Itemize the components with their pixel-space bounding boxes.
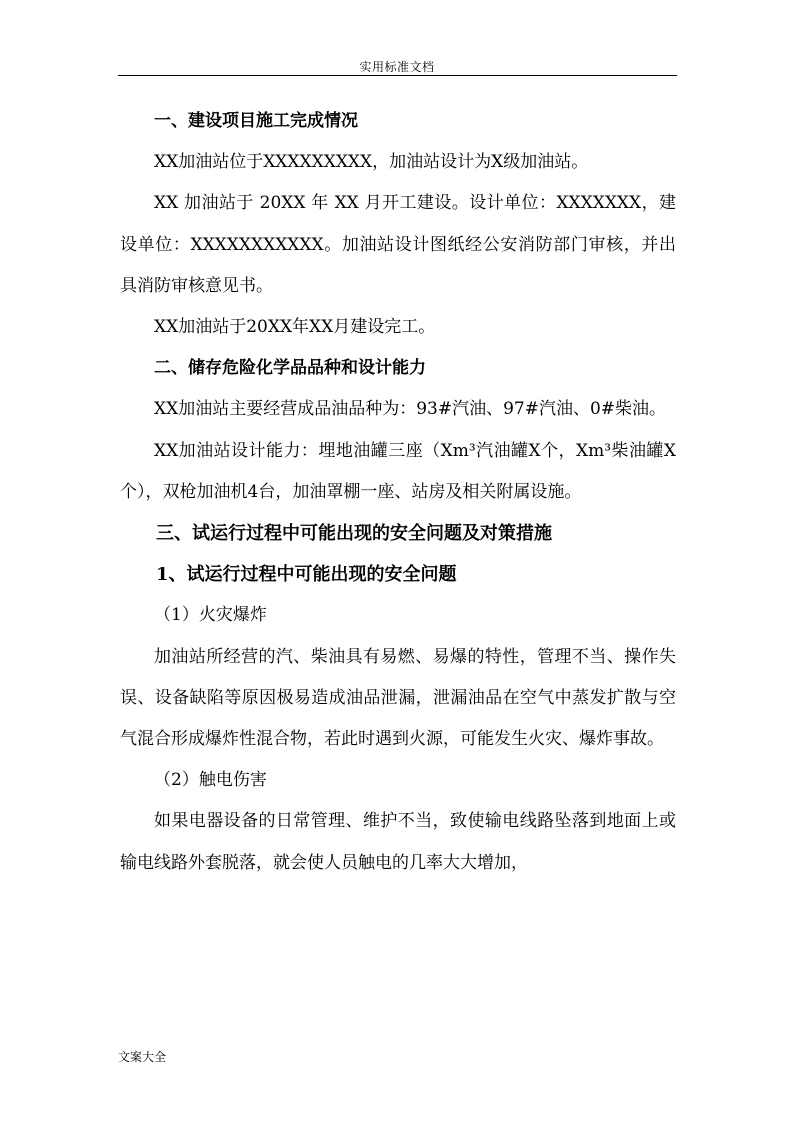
document-body [120, 101, 676, 884]
item-heading-electric: （2）触电伤害 [154, 770, 267, 791]
paragraph-electric: 如果电器设备的日常管理、维护不当，致使输电线路坠落到地面上或输电线路外套脱落，就会使人员触电的几率大大增加， [120, 811, 676, 873]
page-header-title: 实用标准文档 [359, 60, 435, 74]
paragraph-completion: XX加油站于20XX年XX月建设完工。 [154, 317, 436, 338]
section-heading-3: 三、试运行过程中可能出现的安全问题及对策措施 [156, 523, 552, 545]
item-heading-fire: （1）火灾爆炸 [154, 605, 267, 626]
paragraph-location: XX加油站位于XXXXXXXXX，加油站设计为X级加油站。 [154, 152, 589, 173]
paragraph-fire: 加油站所经营的汽、柴油具有易燃、易爆的特性，管理不当、操作失误、设备缺陷等原因极易造成油品泄漏，泄漏油品在空气中蒸发扩散与空气混合形成爆炸性混合物，若此时遇到火源，可能发生火灾、爆炸事故。 [120, 646, 676, 750]
paragraph-capacity: XX加油站设计能力：埋地油罐三座（Xm³汽油罐X个，Xm³柴油罐X个），双枪加油机4台，加油罩棚一座、站房及相关附属设施。 [120, 440, 676, 502]
section-heading-1: 一、建设项目施工完成情况 [154, 111, 358, 131]
header-rule [118, 75, 677, 76]
paragraph-construction: XX 加油站于 20XX 年 XX 月开工建设。设计单位：XXXXXXX，建设单位：XXXXXXXXXXX。加油站设计图纸经公安消防部门审核，并出具消防审核意见书。 [120, 193, 676, 296]
section-heading-2: 二、储存危险化学品品种和设计能力 [154, 358, 426, 379]
subsection-heading-1: 1、试运行过程中可能出现的安全问题 [156, 564, 457, 586]
page-footer-text: 文案大全 [118, 1050, 167, 1064]
paragraph-products: XX加油站主要经营成品油品种为：93#汽油、97#汽油、0#柴油。 [154, 399, 667, 420]
